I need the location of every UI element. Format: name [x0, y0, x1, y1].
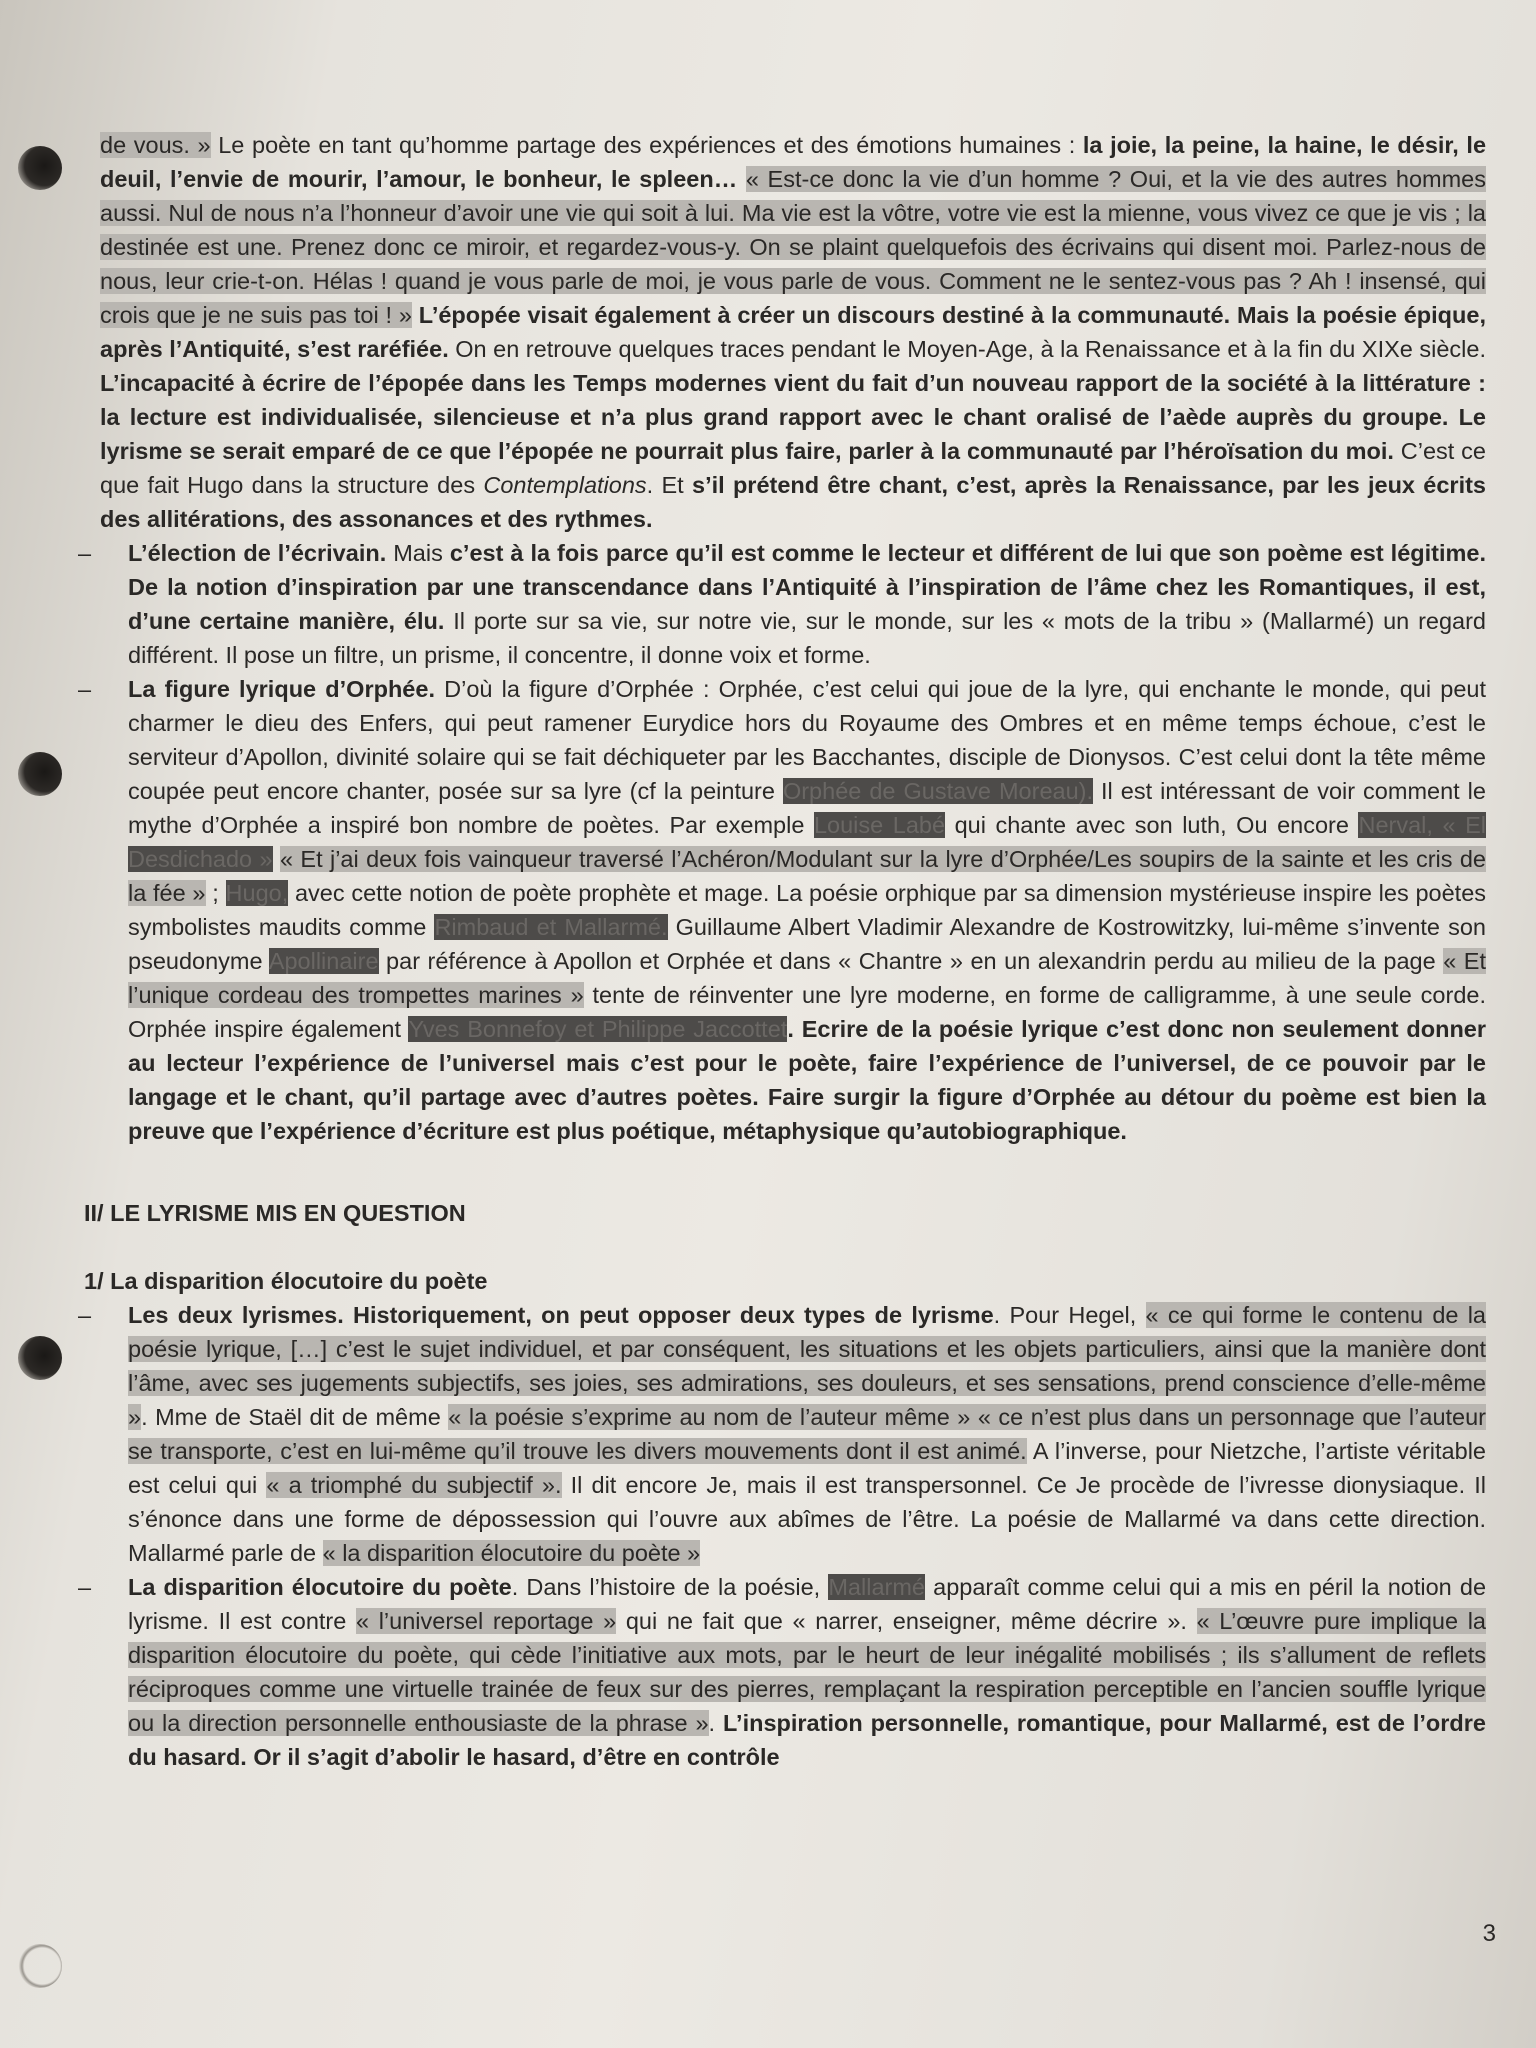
- list-item: [78, 1570, 1487, 1774]
- dark-highlight: Hugo,: [225, 880, 289, 906]
- body-text: par référence à Apollon et Orphée et dans « Chantre » en un alexandrin perdu au milieu de la page: [378, 948, 1444, 974]
- body-text: On en retrouve quelques traces pendant le Moyen-Age, à la Renaissance et à la fin du XIXe siècle.: [448, 336, 1486, 362]
- dark-highlight: Yves Bonnefoy et Philippe Jaccottet: [408, 1016, 788, 1042]
- body-text: . Mme de Staël dit de même: [141, 1404, 449, 1430]
- body-text: Guillaume Albert Vladimir Alexandre de Kostrowitzky, lui-même s’invente son pseudonyme: [128, 914, 1486, 974]
- page-number: 3: [1482, 1920, 1496, 1947]
- punch-hole-mark: [18, 752, 62, 796]
- section-heading: II/ LE LYRISME MIS EN QUESTION: [84, 1200, 466, 1226]
- highlighted-quote: « la poésie s’exprime au nom de l’auteur même » « ce n’est plus dans un personnage que l’auteur se transporte, c’est en lui-même qu’il trouve les divers mouvements dont il est animé.: [128, 1404, 1487, 1464]
- bold-text: La figure lyrique d’Orphée.: [128, 676, 435, 702]
- italic-title: Contemplations: [483, 472, 647, 498]
- bold-text: La disparition élocutoire du poète: [128, 1574, 512, 1600]
- bold-text: . Ecrire de la poésie lyrique c’est donc non seulement donner au lecteur l’expérience de l’universel mais c’est pour le poète, faire l’expérience de l’universel, de ce pouvoir par le langage et le chant, qu’il partage avec d’autres poètes. Faire surgir la figure d’Orphée au détour du poème est bien la preuve que l’expérience d’écriture est plus poétique, métaphysique qu’autobiographique.: [128, 1016, 1487, 1144]
- body-text: apparaît comme celui qui a mis en péril la notion de lyrisme. Il est contre: [128, 1574, 1487, 1634]
- highlighted-quote: de vous. »: [100, 132, 211, 158]
- highlighted-quote: « a triomphé du subjectif ».: [266, 1472, 562, 1498]
- highlighted-quote: « Et j’ai deux fois vainqueur traversé l’Achéron/Modulant sur la lyre d’Orphée/Les soupirs de la sainte et les cris de la fée »: [128, 846, 1487, 906]
- body-text: . Et: [646, 472, 692, 498]
- body-text: Mais: [386, 540, 450, 566]
- list-item: [78, 672, 1487, 1148]
- punch-hole-mark: [18, 146, 62, 190]
- paragraph-intro: [100, 128, 1486, 536]
- body-text: [273, 846, 280, 872]
- dark-highlight: Rimbaud et Mallarmé.: [434, 914, 668, 940]
- highlighted-quote: « Est-ce donc la vie d’un homme ? Oui, et la vie des autres hommes aussi. Nul de nous n’a l’honneur d’avoir une vie qui soit à lui. Ma vie est la vôtre, votre vie est la mienne, vous vivez ce que je vis ; la destinée est une. Prenez donc ce miroir, et regardez-vous-y. On se plaint quelquefois des écrivains qui disent moi. Parlez-nous de nous, leur crie-t-on. Hélas ! quand je vous parle de moi, je vous parle de vous. Comment ne le sentez-vous pas ? Ah ! insensé, qui crois que je ne suis pas toi ! »: [100, 166, 1486, 328]
- body-text: ;: [205, 880, 226, 906]
- bold-text: L’inspiration personnelle, romantique, pour Mallarmé, est de l’ordre du hasard. Or il s’agit d’abolir le hasard, d’être en contrôle: [128, 1710, 1486, 1770]
- list-dash: –: [78, 676, 92, 702]
- highlighted-quote: « la disparition élocutoire du poète »: [322, 1540, 701, 1566]
- bold-text: s’il prétend être chant, c’est, après la Renaissance, par les jeux écrits des allitérations, des assonances et des rythmes.: [100, 472, 1486, 532]
- body-text: Il dit encore Je, mais il est transpersonnel. Ce Je procède de l’ivresse dionysiaque. Il s’énonce dans une forme de dépossession qui l’ouvre aux abîmes de l’être. La poésie de Mallarmé va dans cette direction. Mallarmé parle de: [128, 1472, 1486, 1566]
- body-text: .: [708, 1710, 723, 1736]
- document-body: [78, 128, 1487, 1774]
- dark-highlight: Orphée de Gustave Moreau).: [782, 778, 1094, 804]
- list-item: [78, 536, 1487, 672]
- body-text: D’où la figure d’Orphée : Orphée, c’est celui qui joue de la lyre, qui enchante le monde, qui peut charmer le dieu des Enfers, qui peut ramener Eurydice hors du Royaume des Ombres et en même temps échoue, c’est le serviteur d’Apollon, divinité solaire qui se fait déchiqueter par les Bacchantes, disciple de Dionysos. C’est celui dont la tête même coupée peut encore chanter, posée sur sa lyre (cf la peinture: [128, 676, 1486, 804]
- body-text: Il est intéressant de voir comment le mythe d’Orphée a inspiré bon nombre de poètes. Par exemple: [128, 778, 1486, 838]
- subsection-heading: 1/ La disparition élocutoire du poète: [84, 1268, 488, 1294]
- bold-text: L’élection de l’écrivain.: [128, 540, 387, 566]
- bold-text: c’est à la fois parce qu’il est comme le lecteur et différent de lui que son poème est légitime. De la notion d’inspiration par une transcendance dans l’Antiquité à l’inspiration de l’âme chez les Romantiques, il est, d’une certaine manière, élu.: [128, 540, 1486, 634]
- body-text: qui ne fait que « narrer, enseigner, même décrire ».: [616, 1608, 1197, 1634]
- highlighted-quote: « l’universel reportage »: [355, 1608, 617, 1634]
- body-text: avec cette notion de poète prophète et mage. La poésie orphique par sa dimension mystérieuse inspire les poètes symbolistes maudits comme: [128, 880, 1487, 940]
- dark-highlight: Nerval, « El Desdichado »: [128, 812, 1486, 872]
- dark-highlight: Mallarmé: [828, 1574, 925, 1600]
- bold-text: Les deux lyrismes. Historiquement, on peut opposer deux types de lyrisme: [128, 1302, 994, 1328]
- body-text: qui chante avec son luth, Ou encore: [945, 812, 1359, 838]
- list-item: [78, 1298, 1487, 1570]
- highlighted-quote: « L’œuvre pure implique la disparition élocutoire du poète, qui cède l’initiative aux mots, par le heurt de leur inégalité mobilisés ; ils s’allument de reflets réciproques comme une virtuelle trainée de feux sur des pierres, remplaçant la respiration perceptible en l’ancien souffle lyrique ou la direction personnelle enthousiaste de la phrase »: [128, 1608, 1486, 1736]
- highlighted-quote: « Et l’unique cordeau des trompettes marines »: [128, 948, 1486, 1008]
- punch-hole-mark: [18, 1944, 62, 1988]
- body-text: Le poète en tant qu’homme partage des expériences et des émotions humaines :: [210, 132, 1083, 158]
- bold-text: L’incapacité à écrire de l’épopée dans les Temps modernes vient du fait d’un nouveau rapport de la société à la littérature : la lecture est individualisée, silencieuse et n’a plus grand rapport avec le chant oralisé de l’aède auprès du groupe. Le lyrisme se serait emparé de ce que l’épopée ne pourrait plus faire, parler à la communauté par l’héroïsation du moi.: [100, 370, 1486, 464]
- body-text: . Dans l’histoire de la poésie,: [511, 1574, 829, 1600]
- list-dash: –: [78, 540, 92, 566]
- list-dash: –: [78, 1302, 92, 1328]
- body-text: C’est ce que fait Hugo dans la structure des: [100, 438, 1486, 498]
- body-text: tente de réinventer une lyre moderne, en forme de calligramme, à une seule corde. Orphée inspire également: [128, 982, 1486, 1042]
- punch-hole-mark: [18, 1336, 62, 1380]
- body-text: A l’inverse, pour Nietzche, l’artiste véritable est celui qui: [128, 1438, 1486, 1498]
- list-dash: –: [78, 1574, 92, 1600]
- dark-highlight: Apollinaire: [268, 948, 379, 974]
- highlighted-quote: « ce qui forme le contenu de la poésie lyrique, […] c’est le sujet individuel, et par conséquent, les situations et les objets particuliers, ainsi que la manière dont l’âme, avec ses jugements subjectifs, ses joies, ses admirations, ses douleurs, et ses sensations, prend conscience d’elle-même »: [128, 1302, 1487, 1430]
- body-text: . Pour Hegel,: [993, 1302, 1146, 1328]
- bold-text: la joie, la peine, la haine, le désir, le deuil, l’envie de mourir, l’amour, le bonheur, le spleen…: [100, 132, 1487, 192]
- dark-highlight: Louise Labé: [813, 812, 946, 838]
- body-text: Il porte sur sa vie, sur notre vie, sur le monde, sur les « mots de la tribu » (Mallarmé) un regard différent. Il pose un filtre, un prisme, il concentre, il donne voix et forme.: [128, 608, 1487, 668]
- bold-text: L’épopée visait également à créer un discours destiné à la communauté. Mais la poésie épique, après l’Antiquité, s’est raréfiée.: [100, 302, 1486, 362]
